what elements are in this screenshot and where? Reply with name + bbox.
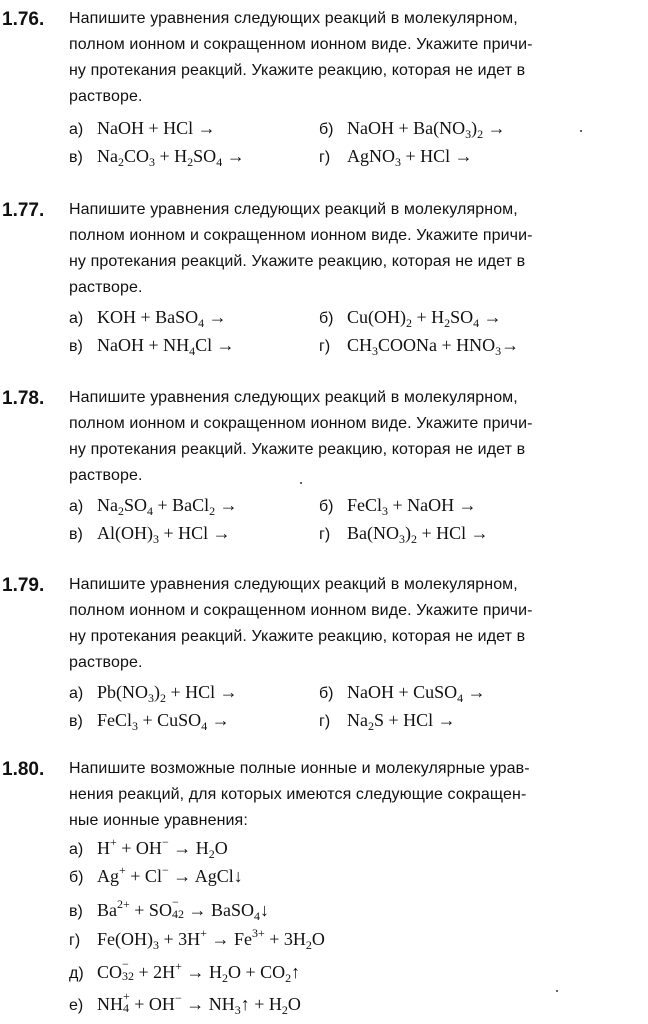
reaction-d [319,145,473,169]
problem-text-line: ну протекания реакций. Укажите реакцию, которая не идет в [69,253,526,270]
equation: NaOH + CuSO$_4$ → [347,682,486,705]
equation: Ag+ + Cl− → AgCl↓ [97,863,243,886]
problem-text-line: полном ионном и сокращенном ионном виде. Укажите причи- [69,36,533,53]
equation: NaOH + HCl → [97,118,216,138]
equation: $H^+ + OH^- \to H_2O$ [97,835,228,861]
scan-speck [300,482,302,484]
item-label: в) [69,903,83,920]
equation: CO − 32 + $2H^+ \to H_2O$ + $CO_2↑$ [97,957,301,985]
problem-text-line: Напишите уравнения следующих реакций в молекулярном, [69,389,518,406]
problem-text-line: растворе. [69,467,143,484]
equation: $Pb(NO_3)_2$ + HCl → [97,682,238,705]
reaction-d [319,709,456,733]
reaction-b [319,494,477,518]
item-label: в) [69,149,83,166]
reaction-c [69,145,245,169]
item-label: б) [319,310,334,327]
item-label: д) [69,965,84,982]
equation: $Na_2SO_4$ + BaCl$_2$ → [97,495,238,518]
equation: $Al(OH)_3$ + HCl → [97,523,231,546]
ionic-equation-a [69,837,228,861]
problem-number: 1.76. [2,9,45,30]
ionic-equation-f [69,990,301,1017]
problem-text-line: ну протекания реакций. Укажите реакцию, которая не идет в [69,628,526,645]
item-label: а) [69,498,84,515]
item-label: в) [69,526,83,543]
problem-text-line: ные ионные уравнения: [69,812,248,829]
problem-text-line: растворе. [69,88,143,105]
item-label: г) [319,149,331,166]
item-label: е) [69,997,84,1014]
scan-speck [580,130,582,132]
ionic-equation-c [69,896,269,923]
problem-text-line: Напишите возможные полные ионные и молекулярные урав- [69,760,530,777]
item-label: б) [319,685,334,702]
equation: NaOH + $NH_4Cl$ → [97,335,235,358]
equation: FeCl$_3$ + CuSO$_4$ → [97,710,230,733]
problem-number: 1.80. [2,759,45,780]
item-label: а) [69,121,84,138]
reaction-b [319,681,486,705]
equation: $Cu(OH)_2 + H_2SO_4$ → [347,307,502,330]
ionic-equation-e [69,958,300,985]
item-label: а) [69,685,84,702]
equation: $Ba(NO_3)_2$ + HCl → [347,523,489,546]
ionic-equation-b [69,865,243,889]
item-label: а) [69,841,84,858]
reaction-b [319,306,502,330]
problem-text-line: растворе. [69,654,143,671]
reaction-a [69,494,238,518]
problem-text-line: ну протекания реакций. Укажите реакцию, которая не идет в [69,62,526,79]
item-label: г) [319,713,331,730]
item-label: б) [319,498,334,515]
reaction-d [319,522,489,546]
problem-text-line: Напишите уравнения следующих реакций в молекулярном, [69,10,518,27]
problem-text-line: Напишите уравнения следующих реакций в молекулярном, [69,201,518,218]
problem-text-line: полном ионном и сокращенном ионном виде. Укажите причи- [69,602,533,619]
problem-text-line: нения реакций, для которых имеются следующие сокращен- [69,786,527,803]
item-label: а) [69,310,84,327]
equation: $Na_2CO_3 + H_2SO_4$ → [97,146,245,169]
equation: $Fe(OH)_3 + 3H^+ \to Fe^{3+} + 3H_2O$ [97,926,325,952]
problem-number: 1.77. [2,200,45,221]
equation: $Ba^{2+}$ + SO − 42 → BaSO$_4$↓ [97,895,269,923]
problem-text-line: полном ионном и сокращенном ионном виде. Укажите причи- [69,415,533,432]
problem-number: 1.79. [2,575,45,596]
reaction-d [319,334,519,358]
item-label: в) [69,338,83,355]
reaction-c [69,522,231,546]
item-label: в) [69,713,83,730]
equation: NH + 4 + $OH^- \to NH_3↑ + H_2O$ [97,989,301,1017]
reaction-c [69,334,235,358]
item-label: г) [69,932,81,949]
item-label: г) [319,526,331,543]
item-label: б) [319,121,334,138]
problem-text-line: Напишите уравнения следующих реакций в молекулярном, [69,576,518,593]
reaction-b [319,117,506,141]
reaction-a [69,681,238,705]
equation: AgNO$_3$ + HCl → [347,146,473,169]
equation: KOH + BaSO$_4$ → [97,307,227,330]
ionic-equation-d [69,928,325,952]
equation: NaOH + $Ba(NO_3)_2$ → [347,118,506,141]
equation: FeCl$_3$ + NaOH → [347,495,477,518]
equation: $CH_3COONa + HNO_3\to$ [347,335,520,358]
reaction-a [69,117,216,141]
equation: $Na_2S$ + HCl → [347,710,456,733]
problem-text-line: растворе. [69,279,143,296]
reaction-a [69,306,227,330]
problem-text-line: ну протекания реакций. Укажите реакцию, которая не идет в [69,441,526,458]
scan-speck [556,990,558,992]
problem-number: 1.78. [2,388,45,409]
item-label: г) [319,338,331,355]
problem-text-line: полном ионном и сокращенном ионном виде. Укажите причи- [69,227,533,244]
item-label: б) [69,869,84,886]
reaction-c [69,709,230,733]
